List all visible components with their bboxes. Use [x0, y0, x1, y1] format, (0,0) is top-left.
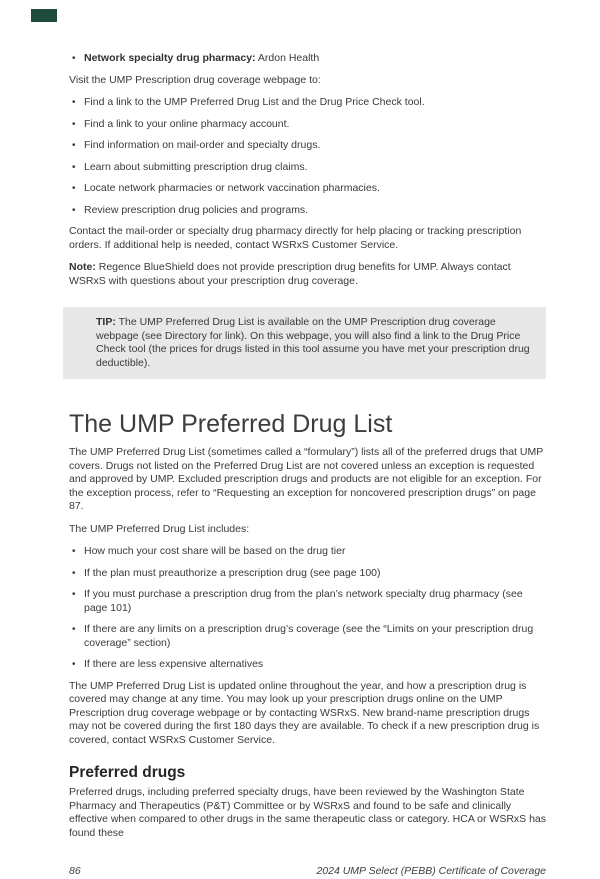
webpage-links-list [69, 96, 546, 225]
list-item: • If there are any limits on a prescription drug’s coverage (see the “Limits on your prescription drug coverage” section) [69, 623, 546, 650]
drug-list-features-list [69, 545, 546, 680]
tip-label: TIP: [96, 316, 116, 328]
list-item: • Learn about submitting prescription drug claims. [69, 161, 546, 175]
list-item: • Find a link to the UMP Preferred Drug List and the Drug Price Check tool. [69, 96, 546, 110]
network-pharmacy-label: Network specialty drug pharmacy: [84, 52, 256, 64]
list-item: • If there are less expensive alternatives [69, 658, 546, 672]
list-item: • Find information on mail-order and specialty drugs. [69, 139, 546, 153]
preferred-list-intro-paragraph: The UMP Preferred Drug List (sometimes called a “formulary”) lists all of the preferred drugs that UMP covers. Drugs not listed on the Preferred Drug List are not covered unless an exception is requested and approved by UMP. Excluded prescription drugs and products are not eligible for an exception. For the exception process, refer to “Requesting an exception for noncovered prescription drugs” on page 87. [69, 446, 544, 512]
note-text: Regence BlueShield does not provide prescription drug benefits for UMP. Always contact WSRxS with questions about your prescription drug coverage. [69, 261, 511, 287]
list-item: • How much your cost share will be based on the drug tier [69, 545, 546, 559]
footer-page-number: 86 [69, 865, 81, 877]
section-title-preferred-drug-list: The UMP Preferred Drug List [69, 410, 393, 438]
network-pharmacy-list [69, 52, 546, 74]
list-item: • If you must purchase a prescription drug from the plan’s network specialty drug pharmacy (see page 101) [69, 588, 546, 615]
contact-paragraph: Contact the mail-order or specialty drug pharmacy directly for help placing or tracking prescription orders. If additional help is needed, contact WSRxS Customer Service. [69, 225, 522, 251]
subsection-title-preferred-drugs: Preferred drugs [69, 764, 186, 781]
note-label: Note: [69, 261, 96, 273]
footer-doc-title: 2024 UMP Select (PEBB) Certificate of Coverage [316, 865, 546, 877]
network-pharmacy-bullet [69, 52, 546, 66]
list-item: • If the plan must preauthorize a prescription drug (see page 100) [69, 567, 546, 581]
preferred-drugs-paragraph: Preferred drugs, including preferred specialty drugs, have been reviewed by the Washington State Pharmacy and Therapeutics (P&T) Committee or by WSRxS and found to be safe and clinically effective when compared to other drugs in the same therapeutic class or category. HCA or WSRxS has found these [69, 786, 547, 839]
includes-lead: The UMP Preferred Drug List includes: [69, 522, 250, 535]
list-update-paragraph: The UMP Preferred Drug List is updated online throughout the year, and how a prescription drug is covered may change at any time. You may look up your prescription drugs online on the UMP Prescription drug coverage webpage or by contacting WSRxS. New brand-name prescription drugs may not be covered during the first 180 days they are available. To check if a new prescription drug is covered, contact WSRxS Customer Service. [69, 679, 540, 746]
list-item: • Review prescription drug policies and programs. [69, 204, 546, 218]
intro-lead: Visit the UMP Prescription drug coverage webpage to: [69, 73, 321, 86]
tip-text: The UMP Preferred Drug List is available on the UMP Prescription drug coverage webpage (see Directory for link). On this webpage, you will also find a link to the Drug Price Check tool (the prices for drugs listed in this tool assume you have met your prescription drug deductible). [96, 316, 530, 369]
network-pharmacy-value: Ardon Health [255, 52, 320, 64]
page-footer [69, 849, 546, 879]
corner-marker [31, 9, 57, 22]
list-item: • Locate network pharmacies or network vaccination pharmacies. [69, 182, 546, 196]
list-item: • Find a link to your online pharmacy account. [69, 118, 546, 132]
tip-box [63, 307, 546, 379]
note-paragraph [69, 261, 546, 288]
